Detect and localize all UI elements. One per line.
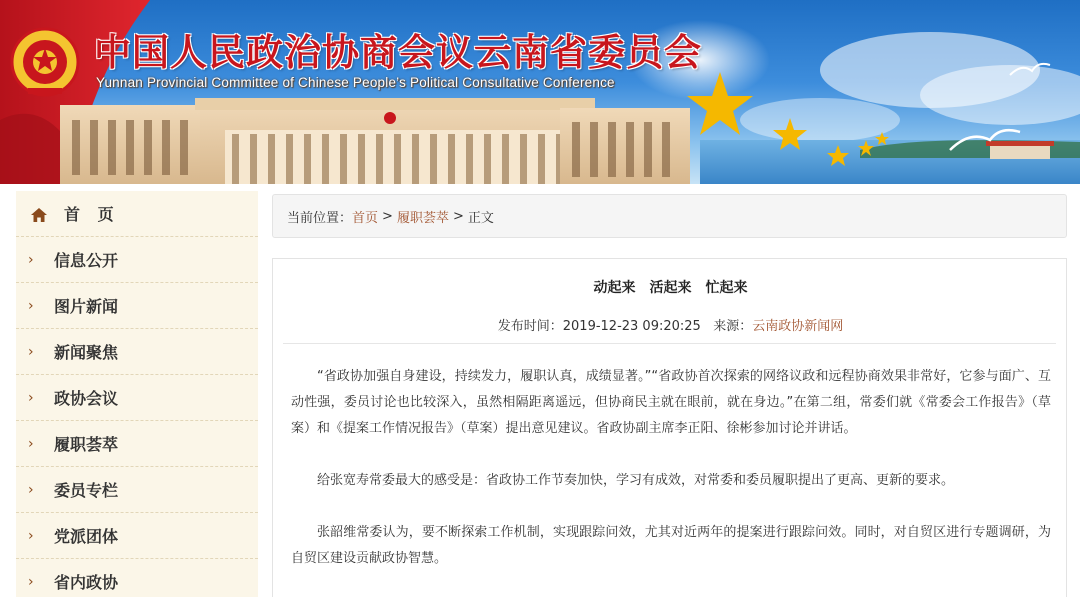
article-body	[291, 364, 1051, 597]
nav-item-label: 委员专栏	[54, 481, 119, 500]
article-paragraph: 给张宽寿常委最大的感受是：省政协工作节奏加快，学习有成效，对常委和委员履职提出了更高、更新的要求。	[317, 473, 955, 488]
nav-item-cppcc-meetings[interactable]	[16, 375, 258, 421]
source-label: 来源：	[713, 319, 753, 334]
nav-item-member-column[interactable]	[16, 467, 258, 513]
chevron-right-icon: ›	[28, 574, 34, 590]
nav-item-label: 图片新闻	[54, 297, 119, 316]
nav-item-provincial-cppcc[interactable]	[16, 559, 258, 597]
breadcrumb-current: 正文	[467, 210, 494, 226]
chevron-right-icon: ›	[28, 298, 34, 314]
cppcc-emblem-icon	[12, 29, 78, 95]
published-time: 2019-12-23 09:20:25	[562, 319, 701, 334]
nav-item-info-disclosure[interactable]	[16, 237, 258, 283]
published-label: 发布时间：	[497, 319, 563, 334]
nav-item-label: 首 页	[64, 205, 120, 224]
chevron-right-icon: ›	[28, 344, 34, 360]
breadcrumb-separator: >	[452, 208, 464, 224]
nav-item-label: 履职荟萃	[54, 435, 119, 454]
breadcrumb	[272, 194, 1067, 238]
article-paragraph: “省政协加强自身建设，持续发力，履职认真，成绩显著。”“省政协首次探索的网络议政和远程协商效果非常好，它参与面广、互动性强，委员讨论也比较深入，虽然相隔距离遥远，但协商民主就在眼前，就在身边。”在第二组，常委们就《常委会工作报告》（草案）和《提案工作情况报告》（草案）提出意见建议。省政协副主席李正阳、徐彬参加讨论并讲话。	[291, 369, 1051, 436]
nav-item-home[interactable]	[16, 191, 258, 237]
nav-item-photo-news[interactable]	[16, 283, 258, 329]
sidebar-nav	[16, 191, 258, 597]
breadcrumb-prefix: 当前位置：	[287, 210, 353, 226]
nav-item-duty-highlights[interactable]	[16, 421, 258, 467]
chevron-right-icon: ›	[28, 436, 34, 452]
site-banner	[0, 0, 1080, 184]
article-panel	[272, 258, 1067, 597]
site-title-en: Yunnan Provincial Committee of Chinese People’s Political Consultative Conference	[96, 75, 615, 90]
breadcrumb-link-home[interactable]: 首页	[352, 210, 379, 226]
breadcrumb-link-duty-highlights[interactable]: 履职荟萃	[396, 210, 449, 226]
nav-item-label: 党派团体	[54, 527, 119, 546]
nav-item-label: 新闻聚焦	[54, 343, 119, 362]
article-source-link[interactable]: 云南政协新闻网	[752, 319, 844, 334]
chevron-right-icon: ›	[28, 482, 34, 498]
chevron-right-icon: ›	[28, 390, 34, 406]
home-icon	[31, 207, 47, 226]
article-title: 动起来 活起来 忙起来	[593, 280, 748, 296]
nav-item-label: 省内政协	[54, 573, 119, 592]
breadcrumb-separator: >	[382, 208, 393, 224]
article-paragraph: 张韶维常委认为，要不断探索工作机制，实现跟踪问效，尤其对近两年的提案进行跟踪问效。同时，对自贸区进行专题调研，为自贸区建设贡献政协智慧。	[291, 525, 1051, 566]
chevron-right-icon: ›	[28, 252, 34, 268]
nav-item-label: 政协会议	[54, 389, 119, 408]
divider	[283, 343, 1056, 344]
site-title-cn: 中国人民政治协商会议云南省委员会	[94, 30, 702, 74]
nav-item-label: 信息公开	[54, 251, 119, 270]
nav-item-news-focus[interactable]	[16, 329, 258, 375]
nav-item-parties-groups[interactable]	[16, 513, 258, 559]
article-meta	[273, 315, 1068, 334]
chevron-right-icon: ›	[28, 528, 34, 544]
